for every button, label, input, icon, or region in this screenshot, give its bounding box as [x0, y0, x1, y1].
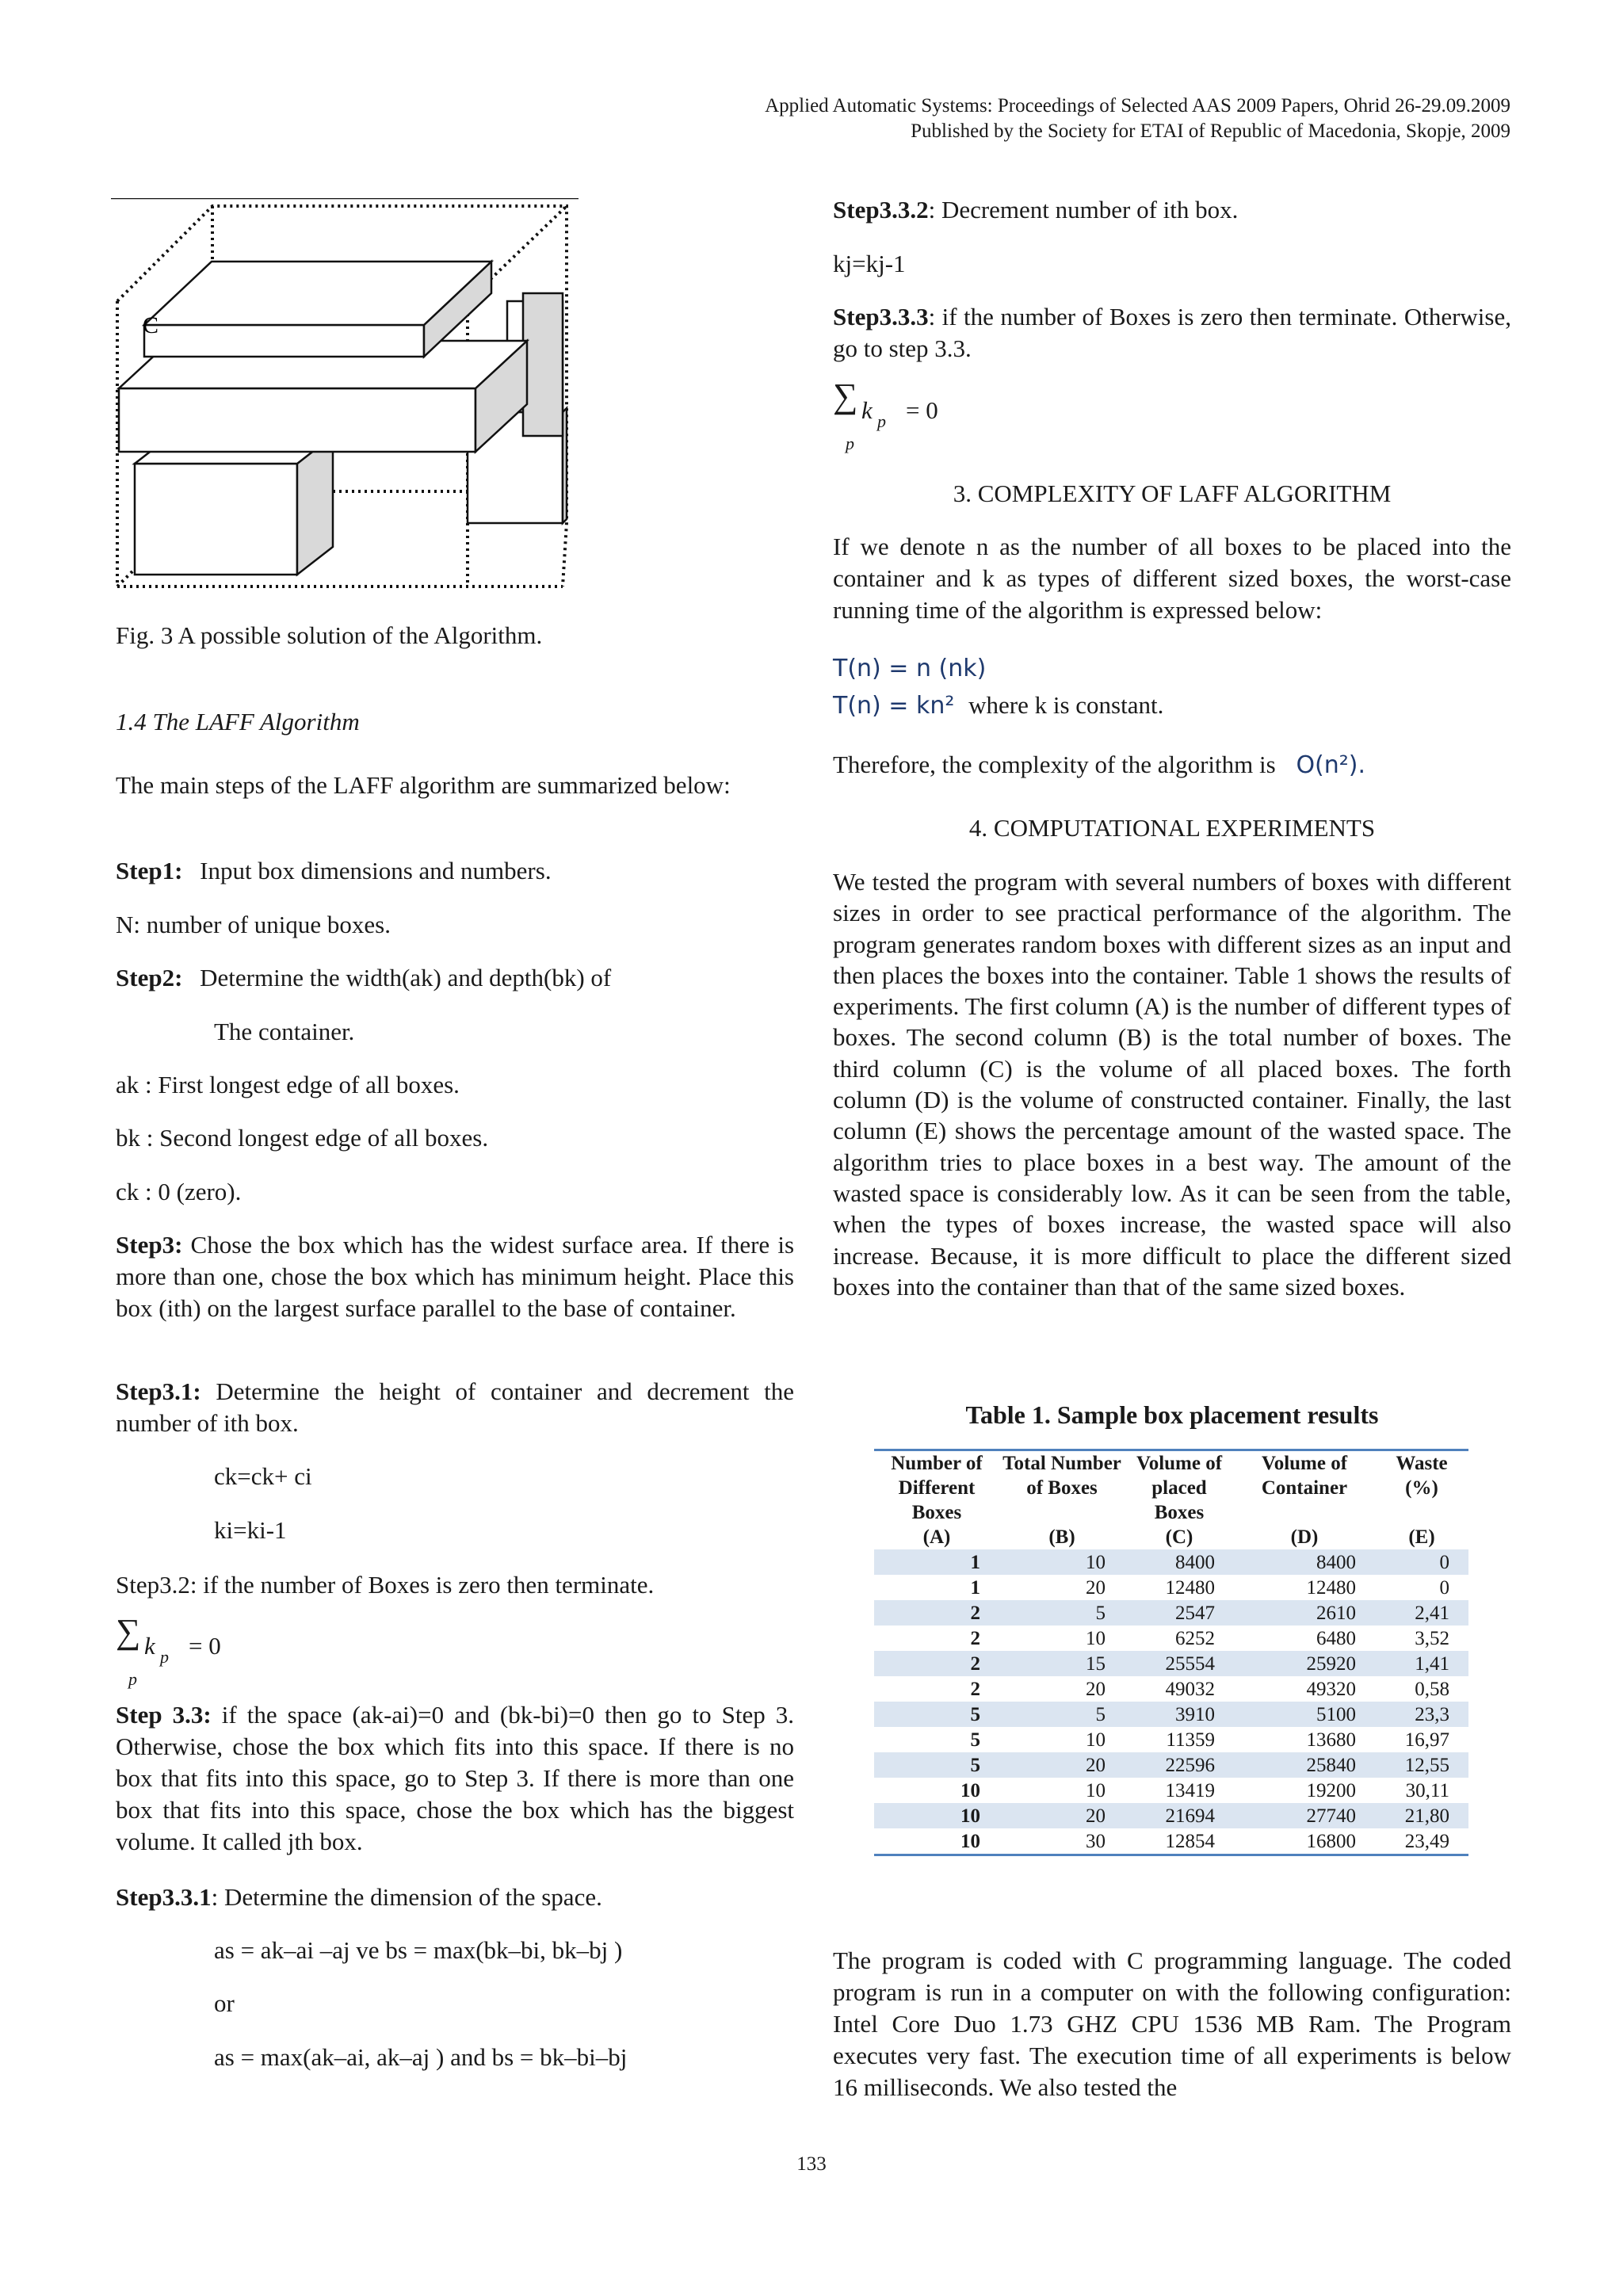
sum-equals-right: = 0: [906, 396, 938, 424]
step3-3-3-label: Step3.3.3: [833, 303, 929, 330]
table-cell: 2: [874, 1600, 999, 1626]
table-cell: 8400: [1234, 1549, 1375, 1575]
table-cell: 27740: [1234, 1803, 1375, 1828]
table-cell: 10: [1086, 1779, 1106, 1801]
step3-label: Step3:: [116, 1231, 183, 1259]
table-cell: 10: [999, 1549, 1125, 1575]
formula-2-line: [833, 690, 1163, 722]
header-line-2: Published by the Society for ETAI of Republic of Macedonia, Skopje, 2009: [911, 120, 1510, 142]
header-code-a: (A): [922, 1526, 951, 1548]
table-cell: 30,11: [1405, 1779, 1449, 1801]
header-line-1: Applied Automatic Systems: Proceedings of Selected AAS 2009 Papers, Ohrid 26-29.09.2009: [765, 95, 1510, 117]
header-code-e: (E): [1408, 1526, 1435, 1548]
header-code-b: (B): [1048, 1526, 1075, 1548]
n-definition: N: number of unique boxes.: [116, 911, 391, 938]
complexity-line: [833, 749, 1365, 781]
table-cell: 25920: [1234, 1651, 1375, 1676]
step3-3-1-label: Step3.3.1: [116, 1883, 212, 1911]
page-number: 133: [796, 2153, 827, 2175]
table-cell: 12854: [1165, 1830, 1215, 1852]
step3-3-2-label: Step3.3.2: [833, 196, 929, 223]
table-cell: 5: [874, 1752, 999, 1778]
table-cell: 15: [999, 1651, 1125, 1676]
sum-k-right: k: [861, 396, 873, 424]
sum-subscript-right: p: [846, 434, 854, 453]
step3-2: Step3.2: if the number of Boxes is zero then terminate.: [116, 1571, 655, 1599]
intro-paragraph: The main steps of the LAFF algorithm are summarized below:: [116, 771, 731, 799]
figure-label: C: [143, 312, 159, 338]
section-3-title: 3. COMPLEXITY OF LAFF ALGORITHM: [953, 479, 1392, 507]
table-row: [874, 1651, 1468, 1676]
section-4-title: 4. COMPUTATIONAL EXPERIMENTS: [968, 814, 1376, 842]
table-cell: 30: [1086, 1830, 1106, 1852]
step2-label: Step2:: [116, 964, 183, 991]
table-row: [874, 1626, 1468, 1651]
kj-equation: kj=kj-1: [833, 250, 906, 277]
header-code-c: (C): [1165, 1526, 1193, 1548]
table-cell: 5: [999, 1600, 1125, 1626]
section-title-laff: 1.4 The LAFF Algorithm: [116, 708, 360, 735]
table-cell: 6252: [1175, 1627, 1215, 1649]
step3-3-1: [116, 1881, 602, 1913]
table-cell: 10: [874, 1803, 999, 1828]
table-cell: 2: [874, 1651, 999, 1676]
header-col-b: Total Number of Boxes: [1002, 1453, 1121, 1499]
table-cell: 0: [1439, 1576, 1449, 1599]
table-header-row: [874, 1450, 1468, 1526]
table-row: [874, 1600, 1468, 1626]
step1-text: Input box dimensions and numbers.: [200, 857, 552, 884]
formula-2-note: where k is constant.: [968, 691, 1164, 719]
table-cell: 19200: [1306, 1779, 1356, 1801]
final-paragraph: The program is coded with C programming language. The coded program is run in a computer on with the following configuration: Intel Core Duo 1.73 GHZ CPU 1536 MB Ram. The Program executes very fast. The execution time of all experiments is below 16 milliseconds. We also tested the: [833, 1946, 1511, 2101]
equation-ck: ck=ck+ ci: [214, 1462, 312, 1490]
figure-3-box-packing: [111, 198, 579, 594]
bottom-box: [135, 436, 333, 575]
step3-3-2: [833, 194, 1238, 226]
therefore-text: Therefore, the complexity of the algorithm is: [833, 751, 1276, 778]
ck-definition: ck : 0 (zero).: [116, 1178, 242, 1205]
step3-1: [116, 1376, 794, 1439]
table-cell: 1: [874, 1549, 999, 1575]
table-row: [874, 1549, 1468, 1575]
table-cell: 3910: [1125, 1702, 1234, 1727]
step3-3: [116, 1699, 794, 1858]
table-cell: 2: [970, 1627, 980, 1649]
table-cell: 22596: [1125, 1752, 1234, 1778]
table-cell: 5: [970, 1729, 980, 1751]
figure-caption: Fig. 3 A possible solution of the Algorithm.: [116, 621, 543, 649]
ak-definition: ak : First longest edge of all boxes.: [116, 1071, 460, 1098]
table-cell: 23,3: [1375, 1702, 1468, 1727]
table-cell: 13419: [1165, 1779, 1215, 1801]
results-table: [874, 1449, 1468, 1856]
space-equation-1: as = ak–ai –aj ve bs = max(bk–bi, bk–bj ): [214, 1936, 623, 1964]
table-cell: 10: [1086, 1729, 1106, 1751]
table-cell: 5100: [1234, 1702, 1375, 1727]
table-cell: 49320: [1306, 1678, 1356, 1700]
sum-index-right: p: [877, 411, 886, 431]
step3: [116, 1229, 794, 1324]
table-cell: 3,52: [1415, 1627, 1449, 1649]
sum-k: k: [144, 1632, 155, 1660]
table-cell: 12,55: [1375, 1752, 1468, 1778]
running-header: [765, 94, 1510, 144]
table-cell: 25840: [1234, 1752, 1375, 1778]
header-col-d: Volume of Container: [1261, 1453, 1348, 1499]
table-cell: 12480: [1165, 1576, 1215, 1599]
table-cell: 10: [960, 1830, 980, 1852]
step3-3-3: [833, 301, 1511, 365]
table-cell: 16800: [1306, 1830, 1356, 1852]
step3-3-2-text: : Decrement number of ith box.: [928, 196, 1239, 223]
sum-equals: = 0: [189, 1632, 221, 1660]
table-cell: 6480: [1316, 1627, 1356, 1649]
table-cell: 0: [1375, 1549, 1468, 1575]
equation-ki: ki=ki-1: [214, 1516, 287, 1544]
table-cell: 20: [999, 1752, 1125, 1778]
table-cell: 8400: [1125, 1549, 1234, 1575]
formula-2: T(n) = kn²: [833, 692, 955, 720]
sum-subscript: p: [128, 1669, 137, 1689]
table-row: [874, 1828, 1468, 1855]
table-title: Table 1. Sample box placement results: [965, 1400, 1379, 1429]
table-cell: 5: [874, 1702, 999, 1727]
step1-label: Step1:: [116, 857, 183, 884]
or-line: or: [214, 1989, 235, 2017]
big-o-formula: O(n²).: [1296, 751, 1366, 779]
table-header-codes: [874, 1525, 1468, 1549]
table-row: [874, 1702, 1468, 1727]
table-cell: 12480: [1306, 1576, 1356, 1599]
table-cell: 49032: [1165, 1678, 1215, 1700]
table-cell: 20: [1086, 1678, 1106, 1700]
top-plate-box: [144, 262, 491, 357]
step3-3-1-text: : Determine the dimension of the space.: [211, 1883, 602, 1911]
table-row: [874, 1803, 1468, 1828]
table-cell: 20: [999, 1803, 1125, 1828]
step1: [116, 855, 552, 887]
table-cell: 1: [970, 1576, 980, 1599]
table-cell: 21694: [1125, 1803, 1234, 1828]
table-cell: 13680: [1306, 1729, 1356, 1751]
table-cell: 11359: [1166, 1729, 1215, 1751]
step3-3-text: if the space (ak-ai)=0 and (bk-bi)=0 then go to Step 3. Otherwise, chose the box which fits into this space. If there is no box that fits into this space, go to Step 3. If there is more than one box that fits into this space, chose the box which has the biggest volume. It called jth box.: [116, 1701, 795, 1855]
step2: [116, 962, 611, 994]
table-cell: 10: [960, 1779, 980, 1801]
table-cell: 2547: [1125, 1600, 1234, 1626]
step3-1-text: Determine the height of container and decrement the number of ith box.: [116, 1377, 794, 1437]
table-cell: 2: [970, 1678, 980, 1700]
table-row: [874, 1727, 1468, 1752]
table-cell: 10: [1086, 1627, 1106, 1649]
bk-definition: bk : Second longest edge of all boxes.: [116, 1124, 489, 1152]
table-cell: 23,49: [1404, 1830, 1449, 1852]
table-cell: 0,58: [1415, 1678, 1449, 1700]
header-col-e: Waste (%): [1396, 1453, 1448, 1499]
step3-3-3-text: : if the number of Boxes is zero then terminate. Otherwise, go to step 3.3.: [833, 303, 1511, 362]
table-row: [874, 1575, 1468, 1600]
step3-1-label: Step3.1:: [116, 1377, 201, 1405]
header-code-d: (D): [1290, 1526, 1319, 1548]
table-body: [874, 1549, 1468, 1855]
table-row: [874, 1676, 1468, 1702]
table-row: [874, 1778, 1468, 1803]
section-3-paragraph: If we denote n as the number of all boxes to be placed into the container and k as types of different sized boxes, the worst-case running time of the algorithm is expressed below:: [833, 533, 1511, 624]
table-cell: 16,97: [1404, 1729, 1449, 1751]
header-col-c: Volume of placed Boxes: [1136, 1453, 1223, 1523]
table-cell: 5: [999, 1702, 1125, 1727]
table-cell: 21,80: [1375, 1803, 1468, 1828]
space-equation-2: as = max(ak–ai, ak–aj ) and bs = bk–bi–bj: [214, 2043, 628, 2071]
step3-3-label: Step 3.3:: [116, 1701, 212, 1729]
table-cell: 2,41: [1375, 1600, 1468, 1626]
section-4-paragraph: We tested the program with several numbers of boxes with different sizes in order to see practical performance of the algorithm. The program generates random boxes with different sizes as an input and then places the boxes into the container. Table 1 shows the results of experiments. The first column (A) is the number of different types of boxes. The second column (B) is the total number of boxes. The third column (C) is the volume of all placed boxes. The forth column (D) is the volume of constructed container. Finally, the last column (E) shows the percentage amount of the wasted space. The algorithm tries to place boxes in a best way. The amount of the wasted space is considerably low. As it can be seen from the table, when the types of boxes increase, the wasted space will also increase. Because, it is more difficult to place the different sized boxes into the container than that of the same sized boxes.: [833, 868, 1511, 1301]
step2-continuation: The container.: [214, 1018, 355, 1045]
step2-text: Determine the width(ak) and depth(bk) of: [200, 964, 612, 991]
step3-text: Chose the box which has the widest surface area. If there is more than one, chose the box which has minimum height. Place this box (ith) on the largest surface parallel to the base of container.: [116, 1231, 795, 1322]
header-col-a: Number of Different Boxes: [891, 1453, 983, 1523]
table-cell: 2610: [1234, 1600, 1375, 1626]
table-cell: 25554: [1125, 1651, 1234, 1676]
table-cell: 1,41: [1375, 1651, 1468, 1676]
table-row: [874, 1752, 1468, 1778]
sum-index: p: [160, 1647, 169, 1667]
formula-1: T(n) = n (nk): [833, 655, 987, 682]
table-cell: 20: [1086, 1576, 1106, 1599]
